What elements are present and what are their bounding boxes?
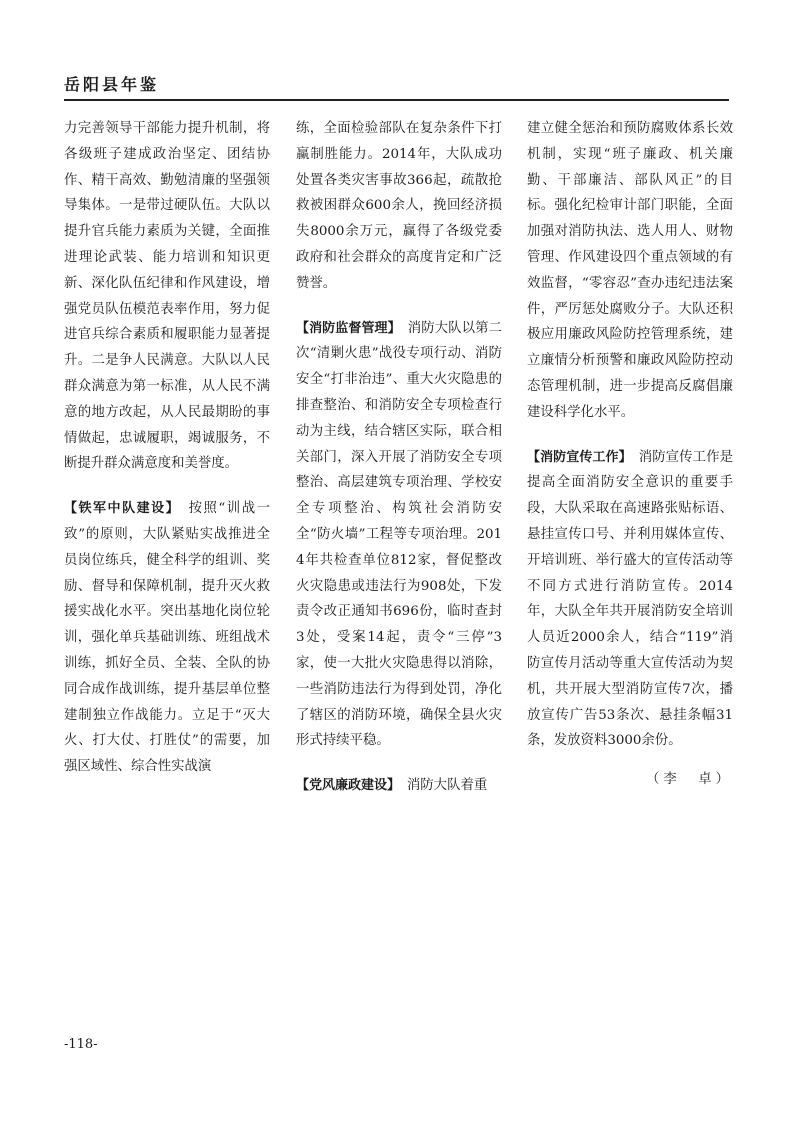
section-party-integrity (296, 773, 502, 799)
text-column-1 (64, 116, 270, 799)
section-fire-supervision (296, 316, 502, 755)
paragraph-anti-corruption: 建立健全惩治和预防腐败体系长效机制，实现“班子廉政、机关廉勤、干部廉洁、部队风正”的目标。强化纪检审计部门职能，全面加强对消防执法、选人用人、财物管理、作风建设四个重点领域的有效监督，“零容忍”查办违纪违法案件，严厉惩处腐败分子。大队还积极应用廉政风险防控管理系统，建立廉情分析预警和廉政风险防控动态管理机制，进一步提高反腐倡廉建设科学化水平。 (527, 121, 733, 420)
header-divider (64, 99, 729, 101)
text-column-3 (527, 116, 733, 793)
section-body-fire-publicity: 消防宣传工作是提高全面消防安全意识的重要手段，大队采取在高速路张贴标语、悬挂宣传口号、并利用媒体宣传、开培训班、举行盛大的宣传活动等不同方式进行消防宣传。2014年，大队全年共开展消防安全培训人员近2000余人，结合“119”消防宣传月活动等重大宣传活动为契机，共开展大型消防宣传7次，播放宣传广告53条次、悬挂条幅31条，发放资料3000余份。 (527, 449, 733, 749)
section-heading-fire-publicity: 【消防宣传工作】 (527, 449, 626, 465)
yearbook-header-title: 岳阳县年鉴 (64, 75, 160, 94)
text-column-2 (296, 116, 502, 818)
section-fire-publicity (527, 445, 733, 755)
author-credit: （李 卓） (646, 772, 733, 788)
section-body-iron-squadron: 按照“训战一致”的原则，大队紧贴实战推进全员岗位练兵，健全科学的组训、奖励、督导和保障机制，提升灭火救援实战化水平。突出基地化岗位轮训，强化单兵基础训练、班组战术训练，抓好全员、全装、全队的协同合成作战训练，提升基层单位整建制独立作战能力。立足于“灭大火、打大仗、打胜仗”的需要，加强区域性、综合性实战演 (64, 501, 270, 775)
section-body-fire-supervision: 消防大队以第二次“清剿火患”战役专项行动、消防安全“打非治违”、重大火灾隐患的排查整治、和消防安全专项检查行动为主线，结合辖区实际，联合相关部门，深入开展了消防安全专项整治、高层建筑专项治理、学校安全专项整治、构筑社会消防安全“防火墙”工程等专项治理。2014年共检查单位812家，督促整改火灾隐患或违法行为908处，下发责令改正通知书696份，临时查封3处，受案14起，责令“三停”3家，使一大批火灾隐患得以消除，一些消防违法行为得到处罚，净化了辖区的消防环境，确保全县火灾形式持续平稳。 (296, 320, 502, 749)
paragraph-rescue-results: 练，全面检验部队在复杂条件下打赢制胜能力。2014年，大队成功处置各类灾害事故366起，疏散抢救被困群众600余人，挽回经济损失8000余万元，赢得了各级党委政府和社会群众的高度肯定和广泛赞誉。 (296, 121, 502, 291)
section-heading-fire-supervision: 【消防监督管理】 (296, 320, 395, 336)
page-number: -118- (64, 1037, 98, 1052)
paragraph-leadership: 力完善领导干部能力提升机制，将各级班子建成政治坚定、团结协作、精干高效、勤勉清廉的坚强领导集体。一是带过硬队伍。大队以提升官兵能力素质为关键，全面推进理论武装、能力培训和知识更新、深化队伍纪律和作风建设，增强党员队伍模范表率作用，努力促进官兵综合素质和履职能力显著提升。二是争人民满意。大队以人民群众满意为第一标准，从人民不满意的地方改起，从人民最期盼的事情做起，忠诚履职，竭诚服务，不断提升群众满意度和美誉度。 (64, 121, 270, 472)
section-body-party-integrity: 消防大队着重 (406, 778, 488, 794)
section-heading-party-integrity: 【党风廉政建设】 (296, 778, 394, 794)
section-heading-iron-squadron: 【铁军中队建设】 (64, 501, 174, 517)
section-iron-squadron (64, 496, 270, 780)
